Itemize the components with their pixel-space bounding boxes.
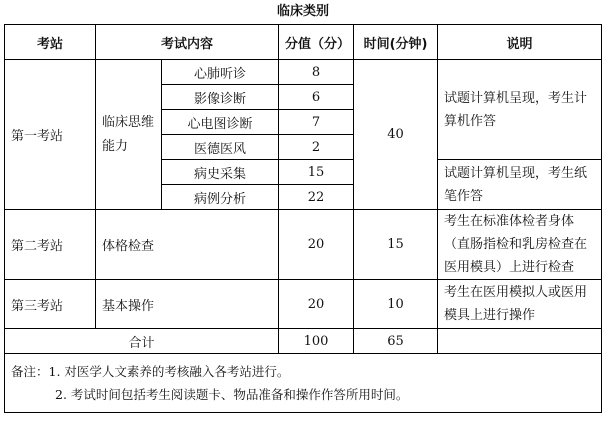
table-row [5, 210, 602, 280]
remarks-row [5, 354, 602, 413]
station2-content: 体格检查 [96, 210, 279, 280]
station2-note: 考生在标准体检者身体（直肠指检和乳房检查在医用模具）上进行检查 [438, 210, 602, 280]
header-content: 考试内容 [96, 25, 279, 60]
total-time: 65 [354, 329, 438, 354]
item-name: 医德医风 [162, 135, 279, 160]
item-score: 6 [279, 85, 354, 110]
header-station: 考站 [5, 25, 96, 60]
station2-time: 15 [354, 210, 438, 280]
station2-score: 20 [279, 210, 354, 280]
total-note-empty [438, 329, 602, 354]
station1-category: 临床思维能力 [96, 60, 162, 210]
station3-content: 基本操作 [96, 280, 279, 329]
page-title: 临床类别 [276, 4, 329, 19]
table-row [5, 280, 602, 329]
station3-note: 考生在医用模拟人或医用模具上进行操作 [438, 280, 602, 329]
header-time: 时间(分钟) [354, 25, 438, 60]
remark-line-1: 备注：1. 对医学人文素养的考核融入各考站进行。 [11, 364, 290, 379]
station2-name: 第二考站 [5, 210, 96, 280]
remark-line-2: 2. 考试时间包括考生阅读题卡、物品准备和操作作答所用时间。 [55, 387, 409, 402]
item-score: 7 [279, 110, 354, 135]
station3-name: 第三考站 [5, 280, 96, 329]
station1-note-a: 试题计算机呈现，考生计算机作答 [438, 60, 602, 160]
item-score: 2 [279, 135, 354, 160]
item-name: 病例分析 [162, 185, 279, 210]
station1-note-b: 试题计算机呈现，考生纸笔作答 [438, 160, 602, 210]
station1-name: 第一考站 [5, 60, 96, 210]
station3-score: 20 [279, 280, 354, 329]
item-score: 8 [279, 60, 354, 85]
total-score: 100 [279, 329, 354, 354]
total-label: 合计 [5, 329, 279, 354]
table-row [5, 60, 602, 85]
header-row [5, 25, 602, 60]
remarks-cell [5, 354, 602, 413]
exam-table [4, 24, 602, 413]
station3-time: 10 [354, 280, 438, 329]
station1-time: 40 [354, 60, 438, 210]
item-name: 心电图诊断 [162, 110, 279, 135]
item-name: 心肺听诊 [162, 60, 279, 85]
item-name: 病史采集 [162, 160, 279, 185]
item-score: 15 [279, 160, 354, 185]
header-score: 分值（分） [279, 25, 354, 60]
item-name: 影像诊断 [162, 85, 279, 110]
item-score: 22 [279, 185, 354, 210]
total-row [5, 329, 602, 354]
header-note: 说明 [438, 25, 602, 60]
